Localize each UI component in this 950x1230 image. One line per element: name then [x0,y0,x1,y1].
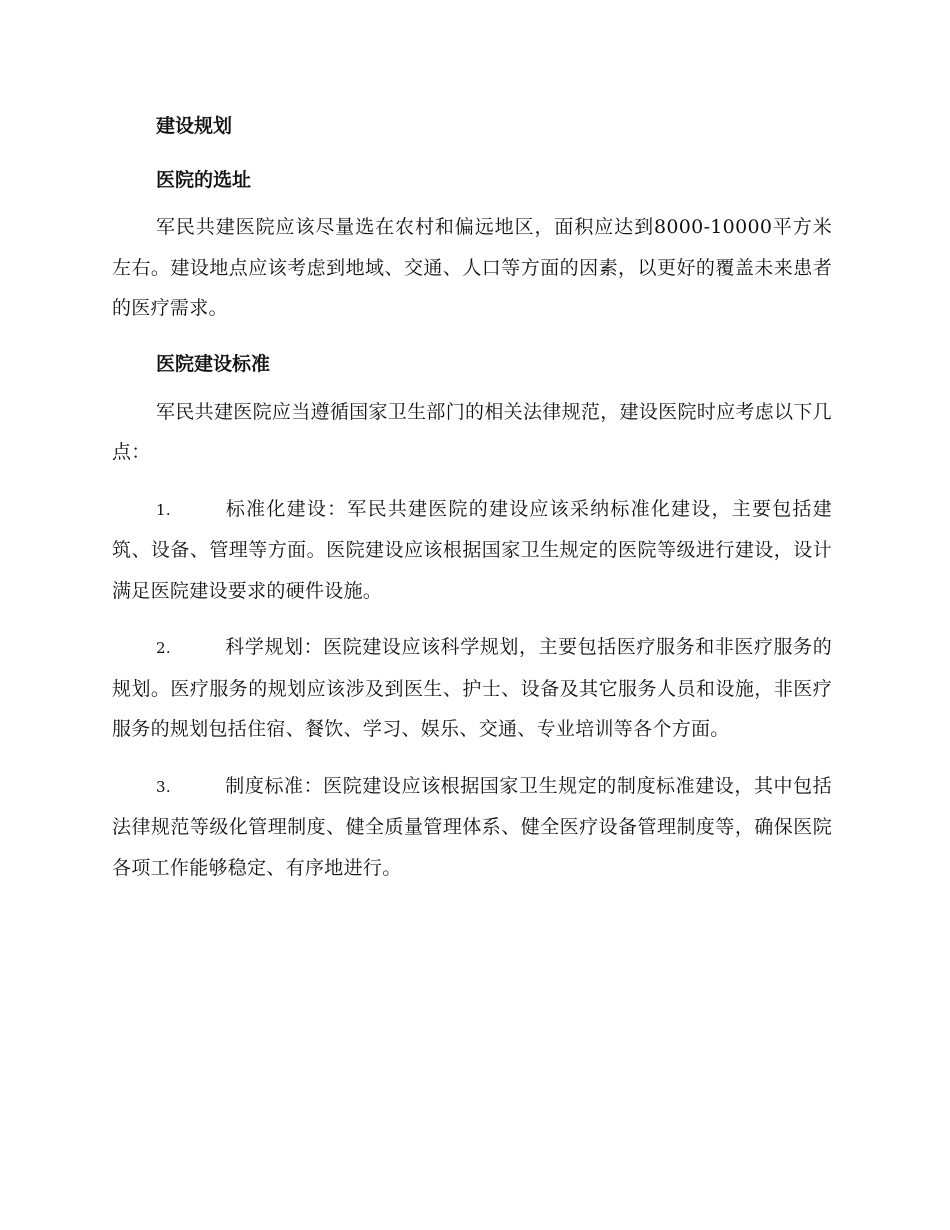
list-item-text: 标准化建设：军民共建医院的建设应该采纳标准化建设，主要包括建筑、设备、管理等方面。医院建设应该根据国家卫生规定的医院等级进行建设，设计满足医院建设要求的硬件设施。 [112,497,832,602]
list-item-text: 科学规划：医院建设应该科学规划，主要包括医疗服务和非医疗服务的规划。医疗服务的规划应该涉及到医生、护士、设备及其它服务人员和设施，非医疗服务的规划包括住宿、餐饮、学习、娱乐、交通、专业培训等各个方面。 [112,636,832,740]
list-item-text: 制度标准：医院建设应该根据国家卫生规定的制度标准建设，其中包括法律规范等级化管理制度、健全质量管理体系、健全医疗设备管理制度等，确保医院各项工作能够稳定、有序地进行。 [112,774,832,879]
document-page [112,106,832,888]
standards-intro: 军民共建医院应当遵循国家卫生部门的相关法律规范，建设医院时应考虑以下几点： [112,400,832,463]
section-title: 建设规划 [156,115,233,137]
list-item-number: 1. [156,500,171,519]
list-item [112,489,832,612]
standards-heading: 医院建设标准 [156,352,271,375]
list-item [112,627,832,750]
site-paragraph: 军民共建医院应该尽量选在农村和偏远地区，面积应达到8000-10000平方米左右。建设地点应该考虑到地域、交通、人口等方面的因素，以更好的覆盖未来患者的医疗需求。 [112,216,832,319]
site-heading: 医院的选址 [156,169,252,191]
list-item-number: 2. [156,639,171,657]
list-item [112,766,832,889]
list-item-number: 3. [156,777,171,796]
